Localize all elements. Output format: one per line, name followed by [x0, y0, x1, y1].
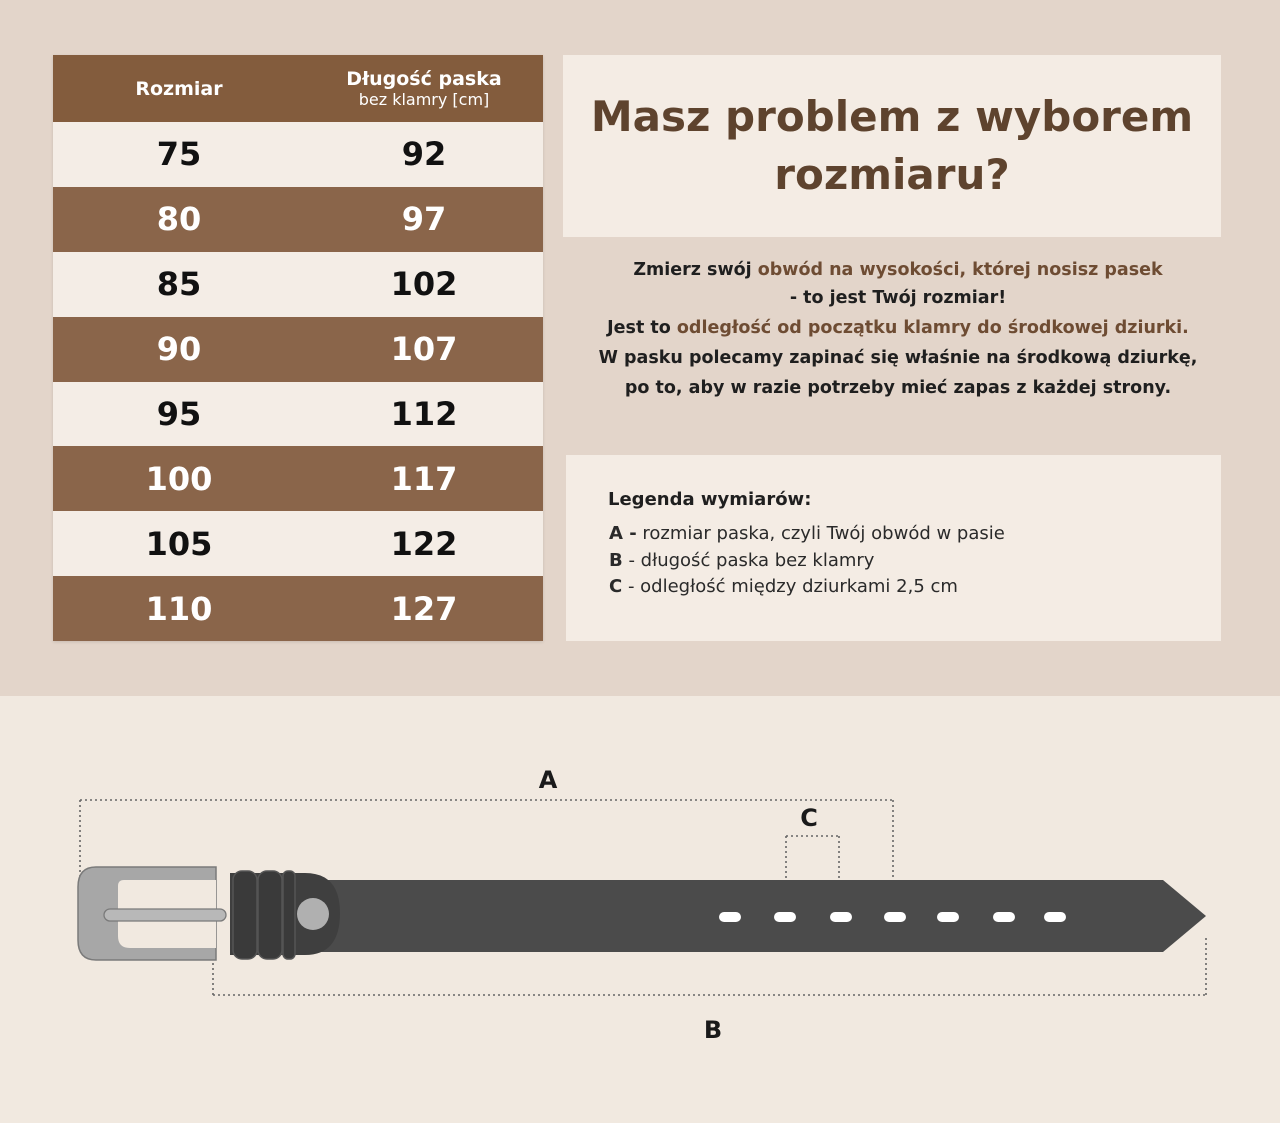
size-cell: 85 — [156, 265, 202, 304]
label-a: A — [538, 766, 558, 794]
instruction-line: W pasku polecamy zapinać się właśnie na środkową dziurkę, — [598, 348, 1198, 368]
belt-diagram — [0, 740, 1280, 1060]
instruction-line — [548, 314, 1248, 344]
belt-hole — [1044, 912, 1066, 922]
belt-hole — [884, 912, 906, 922]
size-cell: 75 — [156, 135, 202, 174]
belt-hole — [830, 912, 852, 922]
instructions — [548, 258, 1248, 404]
size-cell: 95 — [156, 395, 202, 433]
table-header — [53, 55, 543, 122]
instruction-text: Zmierz swój — [633, 260, 758, 280]
legend-text: - długość paska bez klamry — [622, 550, 875, 571]
header-length-line1: Długość paska — [346, 68, 502, 90]
size-cell: 110 — [145, 589, 213, 628]
table-row — [53, 122, 543, 187]
table-row — [53, 317, 543, 382]
question-box — [563, 55, 1221, 237]
instruction-line: - to jest Twój rozmiar! — [789, 288, 1007, 308]
legend-text: rozmiar paska, czyli Twój obwód w pasie — [636, 523, 1005, 544]
legend-item — [609, 550, 874, 571]
length-cell: 102 — [390, 265, 458, 304]
table-row — [53, 382, 543, 447]
belt-hole — [774, 912, 796, 922]
table-row — [53, 511, 543, 576]
length-cell: 107 — [390, 330, 458, 369]
label-c: C — [800, 804, 818, 832]
label-b: B — [703, 1016, 723, 1044]
legend-box — [566, 455, 1221, 641]
belt-hole — [993, 912, 1015, 922]
instruction-highlight: obwód na wysokości, której nosisz pasek — [757, 260, 1163, 280]
length-cell: 127 — [390, 589, 458, 628]
instruction-text: Jest to — [607, 318, 677, 338]
length-cell: 112 — [390, 395, 458, 433]
size-cell: 80 — [156, 200, 202, 239]
length-cell: 97 — [401, 200, 447, 239]
size-cell: 90 — [156, 330, 202, 369]
instruction-line — [548, 258, 1248, 284]
size-cell: 100 — [145, 459, 213, 498]
header-length-line2: bez klamry [cm] — [358, 90, 490, 109]
header-length — [305, 68, 543, 109]
legend-item — [609, 523, 1005, 544]
size-table — [53, 55, 543, 641]
size-cell: 105 — [145, 524, 213, 563]
question-title — [572, 88, 1212, 204]
instruction-line: po to, aby w razie potrzeby mieć zapas z każdej strony. — [624, 378, 1172, 398]
legend-key: A - — [609, 523, 637, 544]
length-cell: 117 — [390, 459, 458, 498]
legend-key: C — [609, 576, 623, 597]
table-row — [53, 187, 543, 252]
question-title-line2: rozmiaru? — [774, 150, 1010, 199]
table-row — [53, 252, 543, 317]
legend-title: Legenda wymiarów: — [608, 489, 812, 510]
question-title-line1: Masz problem z wyborem — [590, 92, 1194, 141]
table-row — [53, 576, 543, 641]
table-row — [53, 446, 543, 511]
belt-keeper — [233, 871, 295, 959]
header-size: Rozmiar — [135, 77, 223, 100]
legend-key: B — [609, 550, 623, 571]
legend-text: - odległość między dziurkami 2,5 cm — [622, 576, 958, 597]
buckle-icon — [78, 867, 226, 960]
rivet-icon — [297, 898, 329, 930]
belt-hole — [937, 912, 959, 922]
belt-hole — [719, 912, 741, 922]
legend-item — [609, 576, 958, 597]
length-cell: 122 — [390, 524, 458, 563]
belt-strap — [300, 880, 1206, 952]
instruction-highlight: odległość od początku klamry do środkowej dziurki. — [676, 318, 1189, 338]
length-cell: 92 — [401, 135, 447, 174]
